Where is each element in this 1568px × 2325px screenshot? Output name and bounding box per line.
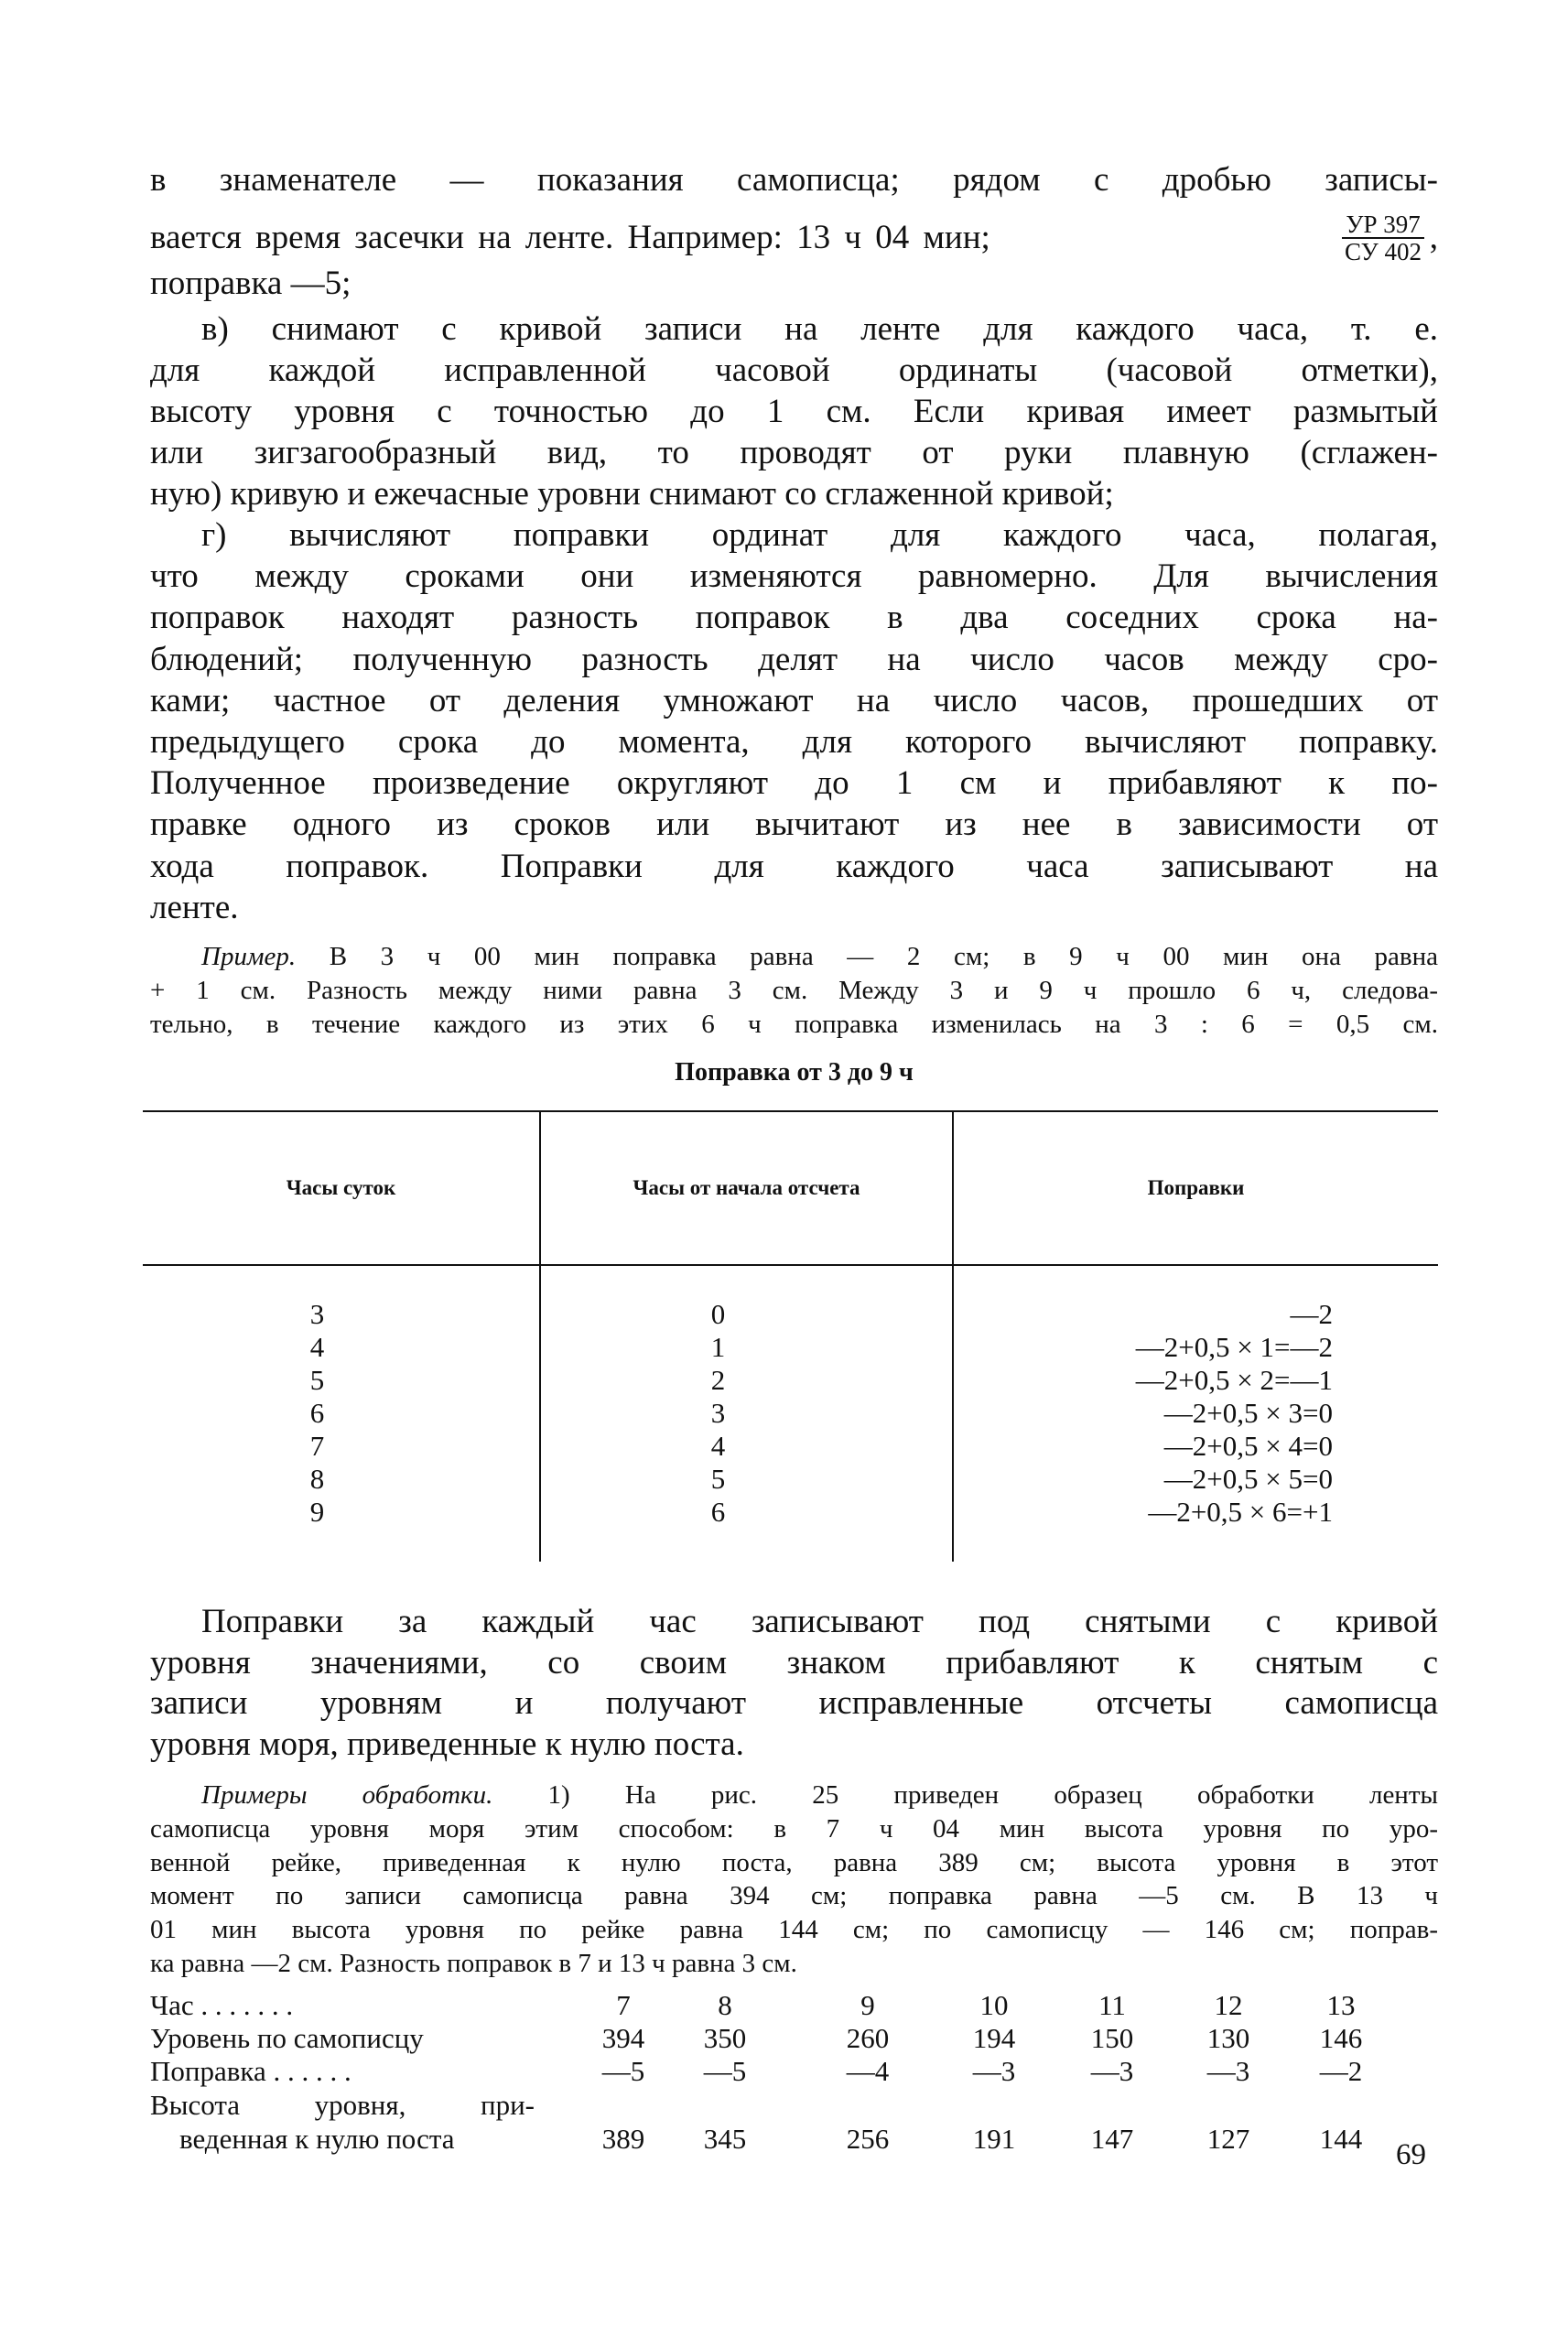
row-value: 345 (703, 2123, 747, 2155)
example-line-1 (201, 940, 1438, 973)
example-label: Пример. (201, 942, 297, 971)
cell-hour-of-day: 6 (309, 1397, 325, 1429)
row-label: Поправка . . . . . . (150, 2055, 351, 2087)
example-text: В 3 ч 00 мин поправка равна — 2 см; в 9 ч 00 мин она равна (329, 942, 1438, 971)
row-value: 130 (1206, 2022, 1250, 2054)
ex-line: момент по записи самописца равна 394 см; поправка равна —5 см. В 13 ч (150, 1881, 1438, 1911)
ex-line: ка равна —2 см. Разность поправок в 7 и 13 ч равна 3 см. (150, 1948, 797, 1978)
row-value: 256 (846, 2123, 890, 2155)
example-line-2: + 1 см. Разность между ними равна 3 см. Между 3 и 9 ч прошло 6 ч, следова- (150, 976, 1438, 1005)
ex-line: самописца уровня моря этим способом: в 7 ч 04 мин высота уровня по уро- (150, 1814, 1438, 1844)
examples-label: Примеры обработки. (201, 1780, 493, 1810)
row-label-continuation: веденная к нулю поста (179, 2123, 455, 2155)
row-value: —3 (1206, 2055, 1250, 2087)
pv-line: или зигзагообразный вид, то проводят от руки плавную (сглажен- (150, 434, 1438, 471)
intro-line-3: поправка —5; (150, 265, 351, 302)
cell-correction: —2+0,5 × 1=—2 (1135, 1331, 1333, 1363)
pv-line: в) снимают с кривой записи на ленте для каждого часа, т. е. (201, 310, 1438, 348)
table-header-hours-from-start: Часы от начала отсчета (633, 1176, 860, 1199)
pg-line: что между сроками они изменяются равномерно. Для вычисления (150, 557, 1438, 596)
pa-line: уровня моря, приведенные к нулю поста. (150, 1725, 744, 1763)
cell-hour-of-day: 5 (309, 1364, 325, 1396)
cell-correction: —2+0,5 × 3=0 (1163, 1397, 1333, 1429)
cell-correction: —2+0,5 × 5=0 (1163, 1463, 1333, 1495)
row-label: Час . . . . . . . (150, 1989, 294, 2021)
pa-line: Поправки за каждый час записывают под снятыми с кривой (201, 1603, 1438, 1640)
cell-hours-from-start: 5 (710, 1463, 726, 1495)
cell-hour-of-day: 7 (309, 1430, 325, 1462)
examples-text: 1) На рис. 25 приведен образец обработки ленты (547, 1780, 1438, 1810)
ex-line: венной рейке, приведенная к нулю поста, равна 389 см; высота уровня в этот (150, 1847, 1438, 1877)
fraction-numerator: УР 397 (1342, 211, 1423, 239)
examples-line-1 (201, 1779, 1438, 1811)
row-value: 194 (972, 2022, 1016, 2054)
fraction (1342, 211, 1423, 265)
cell-hours-from-start: 6 (710, 1496, 726, 1528)
row-value: 350 (703, 2022, 747, 2054)
row-value: 394 (601, 2022, 645, 2054)
pg-line: ками; частное от деления умножают на число часов, прошедших от (150, 681, 1438, 719)
pg-line: Полученное произведение округляют до 1 см и прибавляют к по- (150, 764, 1438, 803)
cell-hours-from-start: 2 (710, 1364, 726, 1396)
pv-line: высоту уровня с точностью до 1 см. Если кривая имеет размытый (150, 393, 1438, 430)
cell-hours-from-start: 0 (710, 1298, 726, 1330)
row-value: —3 (972, 2055, 1016, 2087)
cell-hours-from-start: 4 (710, 1430, 726, 1462)
table-header-hours-of-day: Часы суток (286, 1176, 396, 1199)
pg-line: хода поправок. Поправки для каждого часа записывают на (150, 847, 1438, 885)
row-value: 260 (846, 2022, 890, 2054)
ex-line: 01 мин высота уровня по рейке равна 144 см; по самописцу — 146 см; поправ- (150, 1915, 1438, 1945)
cell-correction: —2+0,5 × 6=+1 (1148, 1496, 1333, 1528)
row-value: —3 (1090, 2055, 1134, 2087)
row-value: —5 (703, 2055, 747, 2087)
row-label: Уровень по самописцу (150, 2022, 424, 2054)
pg-line: поправок находят разность поправок в два соседних срока на- (150, 599, 1438, 637)
row-value: 127 (1206, 2123, 1250, 2155)
fraction-denominator: СУ 402 (1345, 238, 1422, 265)
cell-correction: —2 (1290, 1298, 1333, 1330)
intro-line-2 (150, 211, 1438, 265)
cell-hour-of-day: 8 (309, 1463, 325, 1495)
row-value: —4 (846, 2055, 890, 2087)
row-value: 147 (1090, 2123, 1134, 2155)
cell-hour-of-day: 3 (309, 1298, 325, 1330)
row-value: 191 (972, 2123, 1016, 2155)
cell-correction: —2+0,5 × 2=—1 (1135, 1364, 1333, 1396)
row-value: —5 (601, 2055, 645, 2087)
table-header-rule (143, 1264, 1438, 1266)
pg-line: г) вычисляют поправки ординат для каждого часа, полагая, (201, 516, 1438, 554)
row-label: Высота уровня, при- (150, 2089, 535, 2121)
table-top-rule (143, 1110, 1438, 1112)
pa-line: записи уровням и получают исправленные отсчеты самописца (150, 1684, 1438, 1722)
row-value: 150 (1090, 2022, 1134, 2054)
cell-hours-from-start: 1 (710, 1331, 726, 1363)
row-value: 144 (1319, 2123, 1363, 2155)
row-value: —2 (1319, 2055, 1363, 2087)
pv-line: ную) кривую и ежечасные уровни снимают со сглаженной кривой; (150, 475, 1114, 513)
pg-line: ленте. (150, 888, 239, 926)
row-value: 10 (979, 1989, 1009, 2021)
example-line-3: тельно, в течение каждого из этих 6 ч поправка изменилась на 3 : 6 = 0,5 см. (150, 1010, 1438, 1039)
row-value: 8 (718, 1989, 732, 2021)
pg-line: правке одного из сроков или вычитают из нее в зависимости от (150, 806, 1438, 844)
cell-hours-from-start: 3 (710, 1397, 726, 1429)
row-value: 146 (1319, 2022, 1363, 2054)
pa-line: уровня значениями, со своим знаком прибавляют к снятым с (150, 1643, 1438, 1682)
row-value: 7 (616, 1989, 631, 2021)
cell-correction: —2+0,5 × 4=0 (1163, 1430, 1333, 1462)
intro-line-1: в знаменателе — показания самописца; рядом с дробью записы- (150, 161, 1438, 199)
row-value: 13 (1326, 1989, 1356, 2021)
pg-line: блюдений; полученную разность делят на число часов между сро- (150, 640, 1438, 678)
row-value: 12 (1214, 1989, 1243, 2021)
table-title: Поправка от 3 до 9 ч (675, 1058, 914, 1087)
intro-line-2-text: вается время засечки на ленте. Например: 13 ч 04 мин; (150, 219, 990, 256)
row-value: 11 (1098, 1989, 1126, 2021)
table-header-corrections: Поправки (1147, 1176, 1245, 1199)
intro-line-2-tail: , (1429, 219, 1438, 256)
cell-hour-of-day: 4 (309, 1331, 325, 1363)
pv-line: для каждой исправленной часовой ординаты (часовой отметки), (150, 351, 1438, 389)
pg-line: предыдущего срока до момента, для которого вычисляют поправку. (150, 723, 1438, 761)
row-value: 9 (860, 1989, 875, 2021)
page-number: 69 (1396, 2138, 1426, 2171)
row-value: 389 (601, 2123, 645, 2155)
cell-hour-of-day: 9 (309, 1496, 325, 1528)
